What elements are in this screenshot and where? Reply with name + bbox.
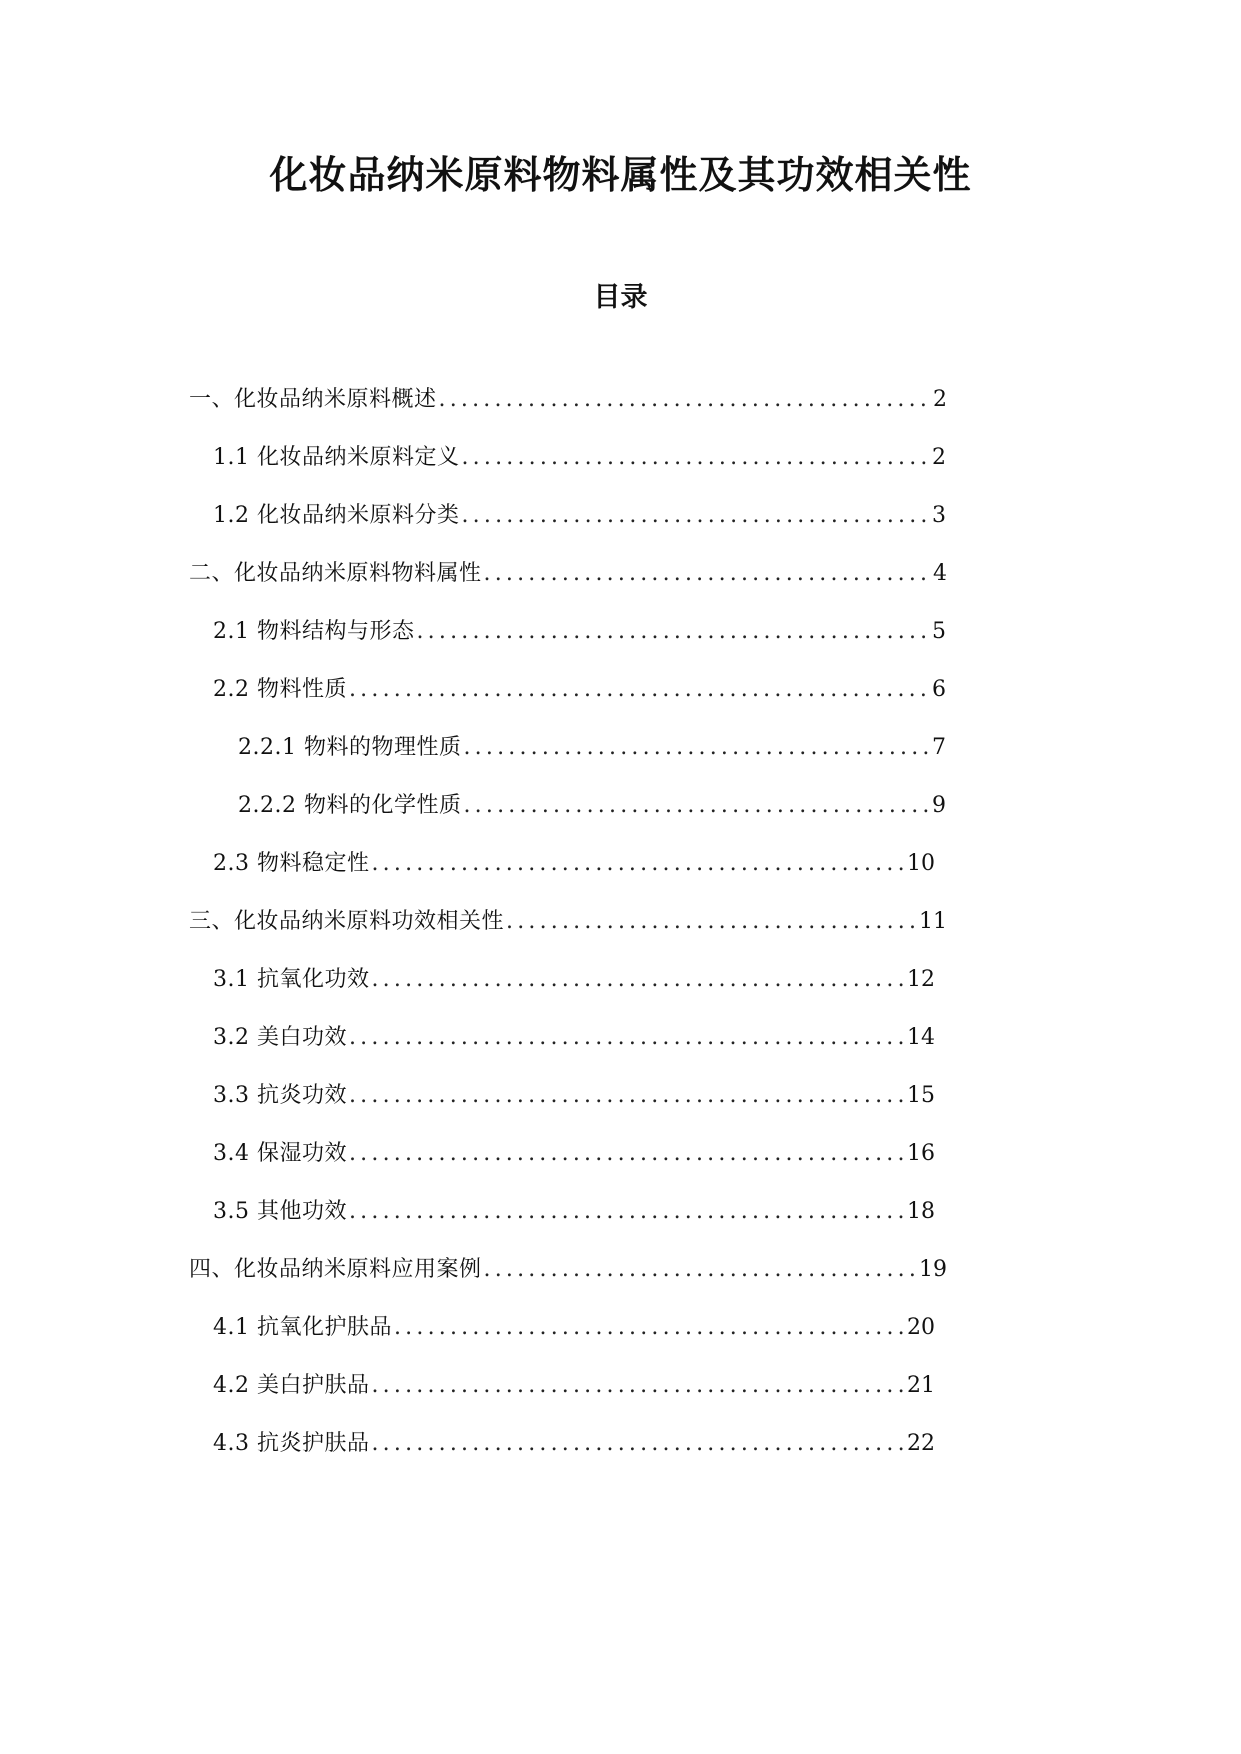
toc-dot-leader — [504, 904, 917, 940]
toc-page-number: 14 — [907, 1025, 935, 1050]
toc-entry[interactable] — [238, 788, 946, 824]
toc-page-number: 2 — [932, 445, 946, 470]
toc-dot-leader — [461, 788, 930, 824]
toc-dot-leader — [369, 1426, 905, 1462]
toc-entry-label: 2.1 物料结构与形态 — [213, 619, 415, 644]
toc-entry-label: 4.2 美白护肤品 — [213, 1373, 370, 1398]
toc-entry[interactable] — [213, 440, 946, 476]
toc-entry[interactable] — [213, 1136, 935, 1172]
toc-entry-label: 2.3 物料稳定性 — [213, 851, 370, 876]
toc-entry[interactable] — [213, 1194, 935, 1230]
toc-dot-leader — [459, 440, 930, 476]
toc-dot-leader — [347, 1194, 905, 1230]
toc-dot-leader — [482, 1252, 917, 1288]
toc-entry-label: 3.5 其他功效 — [213, 1199, 347, 1224]
toc-page-number: 4 — [933, 561, 947, 586]
toc-entry-label: 2.2 物料性质 — [213, 677, 347, 702]
toc-page-number: 19 — [919, 1257, 947, 1282]
toc-dot-leader — [414, 614, 930, 650]
toc-entry[interactable] — [189, 382, 947, 418]
toc-page-number: 2 — [933, 387, 947, 412]
toc-dot-leader — [461, 730, 930, 766]
toc-entry-label: 一、化妆品纳米原料概述 — [189, 387, 437, 412]
toc-entry[interactable] — [213, 1310, 935, 1346]
toc-dot-leader — [347, 1136, 905, 1172]
toc-entry[interactable] — [213, 672, 946, 708]
toc-page-number: 3 — [932, 503, 946, 528]
toc-entry[interactable] — [213, 1426, 935, 1462]
toc-page-number: 18 — [907, 1199, 935, 1224]
toc-entry[interactable] — [213, 846, 935, 882]
toc-dot-leader — [369, 846, 905, 882]
toc-entry-label: 4.3 抗炎护肤品 — [213, 1431, 370, 1456]
toc-dot-leader — [347, 672, 930, 708]
toc-entry[interactable] — [189, 1252, 947, 1288]
toc-page-number: 9 — [932, 793, 946, 818]
toc-entry[interactable] — [189, 556, 947, 592]
toc-page-number: 5 — [932, 619, 946, 644]
toc-entry[interactable] — [213, 962, 935, 998]
toc-entry[interactable] — [189, 904, 947, 940]
toc-page-number: 16 — [907, 1141, 935, 1166]
toc-page-number: 7 — [932, 735, 946, 760]
toc-page-number: 21 — [907, 1373, 935, 1398]
toc-entry[interactable] — [213, 498, 946, 534]
toc-entry-label: 3.1 抗氧化功效 — [213, 967, 370, 992]
toc-entry[interactable] — [213, 1368, 935, 1404]
toc-entry[interactable] — [213, 1020, 935, 1056]
toc-page-number: 10 — [907, 851, 935, 876]
toc-dot-leader — [459, 498, 930, 534]
toc-entry-label: 三、化妆品纳米原料功效相关性 — [189, 909, 505, 934]
toc-entry[interactable] — [238, 730, 946, 766]
toc-dot-leader — [437, 382, 931, 418]
toc-entry[interactable] — [213, 614, 946, 650]
toc-page-number: 6 — [932, 677, 946, 702]
toc-entry-label: 二、化妆品纳米原料物料属性 — [189, 561, 482, 586]
toc-page-number: 12 — [907, 967, 935, 992]
toc-dot-leader — [347, 1020, 905, 1056]
toc-page-number: 11 — [919, 909, 947, 934]
toc-dot-leader — [369, 962, 905, 998]
toc-entry-label: 3.4 保湿功效 — [213, 1141, 347, 1166]
toc-page-number: 20 — [907, 1315, 935, 1340]
document-title: 化妆品纳米原料物料属性及其功效相关性 — [269, 152, 972, 197]
toc-entry-label: 2.2.1 物料的物理性质 — [238, 735, 462, 760]
toc-dot-leader — [392, 1310, 905, 1346]
toc-entry-label: 2.2.2 物料的化学性质 — [238, 793, 462, 818]
toc-entry-label: 4.1 抗氧化护肤品 — [213, 1315, 392, 1340]
toc-dot-leader — [369, 1368, 905, 1404]
toc-dot-leader — [482, 556, 931, 592]
toc-entry[interactable] — [213, 1078, 935, 1114]
toc-entry-label: 1.2 化妆品纳米原料分类 — [213, 503, 460, 528]
toc-heading: 目录 — [593, 282, 648, 313]
toc-page-number: 22 — [907, 1431, 935, 1456]
toc-entry-label: 3.3 抗炎功效 — [213, 1083, 347, 1108]
toc-entry-label: 四、化妆品纳米原料应用案例 — [189, 1257, 482, 1282]
toc-entry-label: 1.1 化妆品纳米原料定义 — [213, 445, 460, 470]
toc-dot-leader — [347, 1078, 905, 1114]
toc-page-number: 15 — [907, 1083, 935, 1108]
toc-entry-label: 3.2 美白功效 — [213, 1025, 347, 1050]
